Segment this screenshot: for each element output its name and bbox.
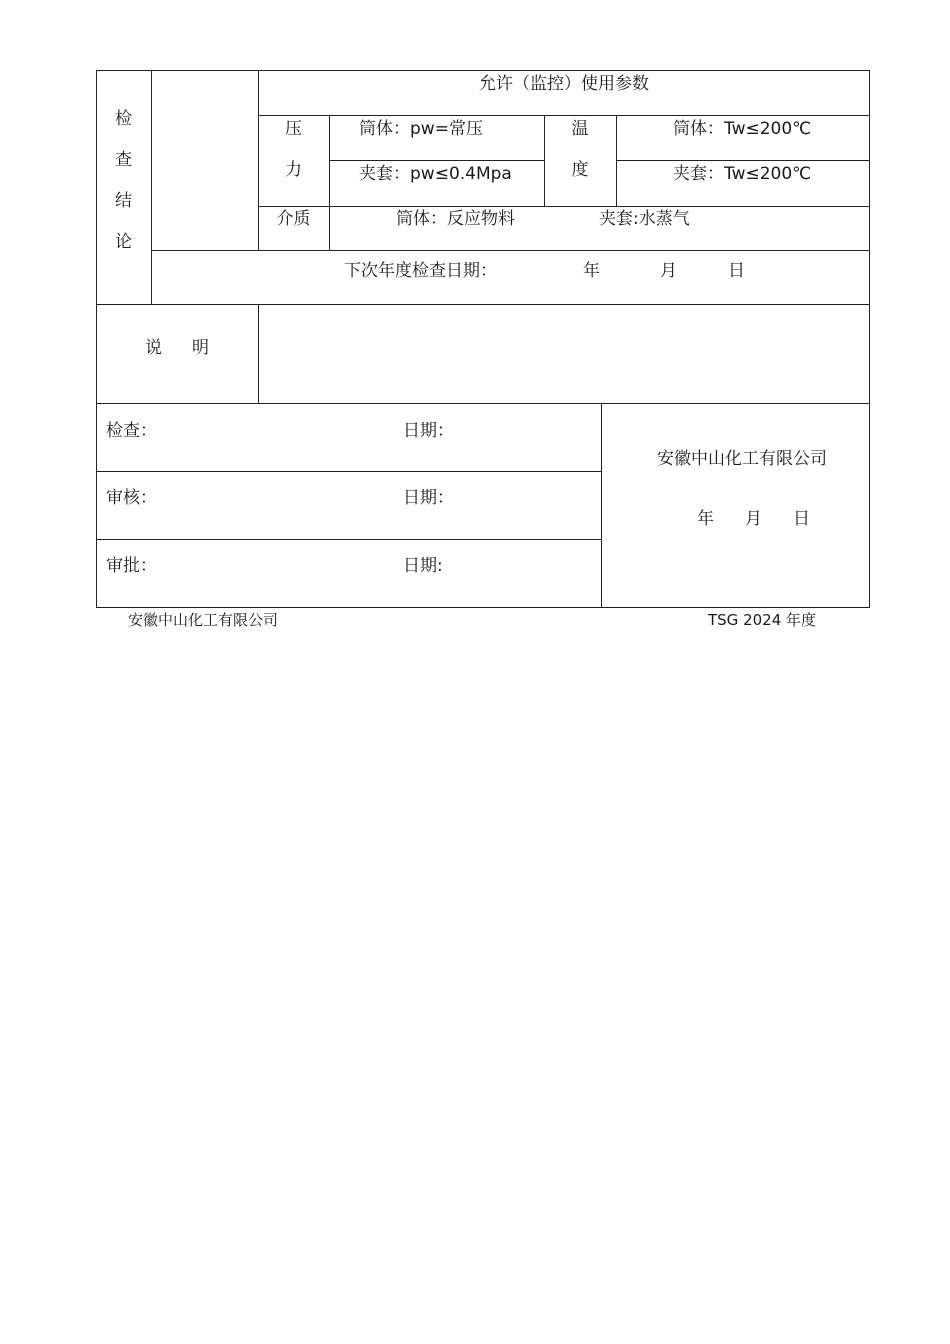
divider <box>96 471 602 472</box>
temperature-label-char: 温 <box>571 119 589 139</box>
conclusion-label-char: 查 <box>115 150 132 170</box>
temperature-jacket-value: 夹套：Tw≤200℃ <box>673 164 812 184</box>
conclusion-label-char: 论 <box>115 232 132 252</box>
signoff-company: 安徽中山化工有限公司 <box>657 449 827 469</box>
signoff-month: 月 <box>745 509 762 529</box>
footer-company: 安徽中山化工有限公司 <box>128 611 279 629</box>
divider <box>258 206 870 207</box>
medium-label: 介质 <box>276 209 311 229</box>
conclusion-label-char: 结 <box>115 191 132 211</box>
approve-label: 审批： <box>106 556 157 576</box>
medium-jacket-value: 夹套:水蒸气 <box>599 209 690 229</box>
medium-shell-value: 筒体：反应物料 <box>396 209 515 229</box>
temperature-shell-value: 筒体：Tw≤200℃ <box>673 119 812 139</box>
notes-content[interactable] <box>259 305 869 403</box>
next-inspection-day: 日 <box>728 261 745 281</box>
inspect-label: 检查： <box>106 421 157 441</box>
temperature-label-char: 度 <box>571 160 589 180</box>
notes-label-char: 明 <box>192 338 209 358</box>
divider <box>151 70 152 305</box>
table-border-bottom <box>96 607 870 608</box>
divider <box>616 160 870 161</box>
divider <box>96 539 602 540</box>
table-border-top <box>96 70 870 71</box>
pressure-shell-value: 筒体：pw=常压 <box>359 119 483 139</box>
next-inspection-month: 月 <box>660 261 677 281</box>
notes-label-char: 说 <box>145 338 162 358</box>
inspect-date-label: 日期： <box>403 421 454 441</box>
next-inspection-year: 年 <box>583 261 600 281</box>
review-date-label: 日期： <box>403 488 454 508</box>
pressure-label-char: 压 <box>285 119 302 139</box>
signoff-year: 年 <box>697 509 714 529</box>
divider <box>151 250 870 251</box>
review-label: 审核： <box>106 488 157 508</box>
next-inspection-date-label: 下次年度检查日期： <box>344 261 497 281</box>
signoff-day: 日 <box>793 509 810 529</box>
divider <box>96 403 870 404</box>
divider <box>601 403 602 608</box>
pressure-jacket-value: 夹套：pw≤0.4Mpa <box>359 164 512 184</box>
approve-date-label: 日期: <box>403 556 443 576</box>
footer-code: TSG 2024 年度 <box>708 611 817 629</box>
divider <box>329 160 544 161</box>
pressure-label-char: 力 <box>285 160 302 180</box>
divider <box>258 115 870 116</box>
params-header: 允许（监控）使用参数 <box>479 74 649 94</box>
conclusion-label-char: 检 <box>115 109 132 129</box>
table-border-right <box>869 70 870 608</box>
divider <box>329 115 330 251</box>
